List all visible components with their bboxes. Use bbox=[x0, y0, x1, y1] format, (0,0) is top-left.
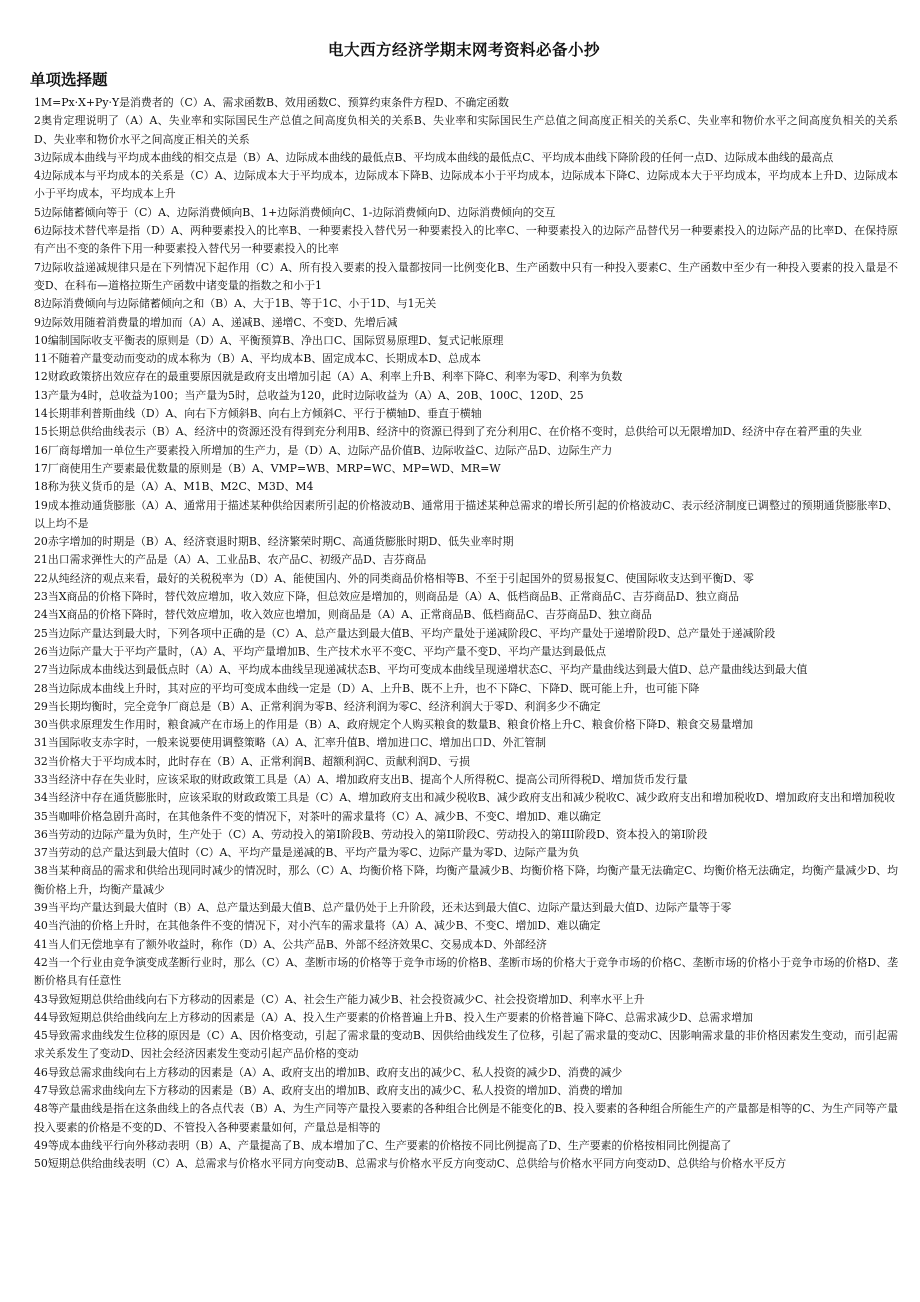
question-item: 43导致短期总供给曲线向右下方移动的因素是（C）A、社会生产能力减少B、社会投资减少C、社会投资增加D、利率水平上升 bbox=[34, 992, 645, 1006]
question-item: 33当经济中存在失业时，应该采取的财政政策工具是（A）A、增加政府支出B、提高个人所得税C、提高公司所得税D、增加货币发行量 bbox=[34, 772, 688, 786]
question-item: 44导致短期总供给曲线向左上方移动的因素是（A）A、投入生产要素的价格普遍上升B、投入生产要素的价格普遍下降C、总需求减少D、总需求增加 bbox=[34, 1010, 753, 1024]
question-item: 45导致需求曲线发生位移的原因是（C）A、因价格变动，引起了需求量的变动B、因供给曲线发生了位移，引起了需求量的变动C、因影响需求量的非价格因素发生变动，而引起需求关系发生了变动D、因社会经济因素发生变动引起产品价格的变动 bbox=[34, 1029, 898, 1061]
question-item: 1M=Px·X+Py·Y是消费者的（C）A、需求函数B、效用函数C、预算约束条件方程D、不确定函数 bbox=[34, 96, 509, 109]
question-item: 11不随着产量变动而变动的成本称为（B）A、平均成本B、固定成本C、长期成本D、总成本 bbox=[34, 352, 481, 366]
question-item: 6边际技术替代率是指（D）A、两种要素投入的比率B、一种要素投入替代另一种要素投入的比率C、一种要素投入的边际产品替代另一种要素投入的边际产品的比率D、在保持原有产出不变的条件下用一种要素投入替代另一种要素投入的比率 bbox=[34, 224, 898, 256]
question-item: 29当长期均衡时，完全竞争厂商总是（B）A、正常利润为零B、经济利润为零C、经济利润大于零D、利润多少不确定 bbox=[34, 699, 601, 713]
question-item: 10编制国际收支平衡表的原则是（D）A、平衡预算B、净出口C、国际贸易原理D、复式记帐原理 bbox=[34, 333, 504, 347]
question-item: 14长期菲利普斯曲线（D）A、向右下方倾斜B、向右上方倾斜C、平行于横轴D、垂直于横轴 bbox=[34, 407, 482, 421]
question-item: 26当边际产量大于平均产量时，（A）A、平均产量增加B、生产技术水平不变C、平均产量不变D、平均产量达到最低点 bbox=[34, 644, 606, 658]
question-item: 13产量为4时，总收益为100；当产量为5时，总收益为120，此时边际收益为（A）A、20B、100C、120D、25 bbox=[34, 388, 584, 402]
question-item: 46导致总需求曲线向右上方移动的因素是（A）A、政府支出的增加B、政府支出的减少C、私人投资的减少D、消费的减少 bbox=[34, 1065, 623, 1079]
question-item: 30当供求原理发生作用时，粮食减产在市场上的作用是（B）A、政府规定个人购买粮食的数量B、粮食价格上升C、粮食价格下降D、粮食交易量增加 bbox=[34, 718, 754, 732]
question-item: 8边际消费倾向与边际储蓄倾向之和（B）A、大于1B、等于1C、小于1D、与1无关 bbox=[34, 297, 437, 311]
document-title: 电大西方经济学期末网考资料必备小抄 bbox=[327, 41, 600, 59]
question-item: 38当某种商品的需求和供给出现同时减少的情况时，那么（C）A、均衡价格下降，均衡产量减少B、均衡价格下降，均衡产量无法确定C、均衡价格无法确定，均衡产量减少D、均衡价格上升，均衡产量减少 bbox=[34, 864, 898, 896]
question-item: 28当边际成本曲线上升时，其对应的平均可变成本曲线一定是（D）A、上升B、既不上升，也不下降C、下降D、既可能上升，也可能下降 bbox=[34, 681, 700, 695]
question-item: 20赤字增加的时期是（B）A、经济衰退时期B、经济繁荣时期C、高通货膨胀时期D、低失业率时期 bbox=[34, 535, 514, 549]
question-item: 36当劳动的边际产量为负时，生产处于（C）A、劳动投入的第I阶段B、劳动投入的第II阶段C、劳动投入的第III阶段D、资本投入的第I阶段 bbox=[34, 827, 708, 841]
question-item: 17厂商使用生产要素最优数量的原则是（B）A、VMP=WB、MRP=WC、MP=WD、MR=W bbox=[34, 461, 501, 475]
question-item: 32当价格大于平均成本时，此时存在（B）A、正常利润B、超额利润C、贡献利润D、亏损 bbox=[34, 754, 470, 768]
question-item: 4边际成本与平均成本的关系是（C）A、边际成本大于平均成本，边际成本下降B、边际成本小于平均成本，边际成本下降C、边际成本大于平均成本，平均成本上升D、边际成本小于平均成本，平均成本上升 bbox=[34, 169, 898, 201]
question-item: 35当咖啡价格急剧升高时，在其他条件不变的情况下，对茶叶的需求量将（C）A、减少B、不变C、增加D、难以确定 bbox=[34, 809, 601, 823]
question-item: 48等产量曲线是指在这条曲线上的各点代表（B）A、为生产同等产量投入要素的各种组合比例是不能变化的B、投入要素的各种组合所能生产的产量都是相等的C、为生产同等产量投入要素的价格是不变的D、不管投入各种要素量如何，产量总是相等的 bbox=[34, 1102, 898, 1134]
question-item: 12财政政策挤出效应存在的最重要原因就是政府支出增加引起（A）A、利率上升B、利率下降C、利率为零D、利率为负数 bbox=[34, 370, 623, 384]
question-item: 49等成本曲线平行向外移动表明（B）A、产量提高了B、成本增加了C、生产要素的价格按不同比例提高了D、生产要素的价格按相同比例提高了 bbox=[34, 1138, 732, 1152]
question-item: 27当边际成本曲线达到最低点时（A）A、平均成本曲线呈现递减状态B、平均可变成本曲线呈现递增状态C、平均产量曲线达到最大值D、总产量曲线达到最大值 bbox=[34, 663, 808, 677]
question-item: 41当人们无偿地享有了额外收益时，称作（D）A、公共产品B、外部不经济效果C、交易成本D、外部经济 bbox=[34, 937, 547, 951]
question-item: 47导致总需求曲线向左下方移动的因素是（B）A、政府支出的增加B、政府支出的减少C、私人投资的增加D、消费的增加 bbox=[34, 1084, 623, 1098]
question-item: 31当国际收支赤字时，一般来说要使用调整策略（A）A、汇率升值B、增加进口C、增加出口D、外汇管制 bbox=[34, 736, 547, 750]
question-item: 42当一个行业由竞争演变成垄断行业时，那么（C）A、垄断市场的价格等于竞争市场的价格B、垄断市场的价格大于竞争市场的价格C、垄断市场的价格小于竞争市场的价格D、垄断价格具有任意性 bbox=[34, 955, 898, 988]
question-item: 39当平均产量达到最大值时（B）A、总产量达到最大值B、总产量仍处于上升阶段，还未达到最大值C、边际产量达到最大值D、边际产量等于零 bbox=[34, 901, 732, 915]
question-item: 21出口需求弹性大的产品是（A）A、工业品B、农产品C、初级产品D、吉芬商品 bbox=[34, 553, 427, 567]
question-item: 18称为狭义货币的是（A）A、M1B、M2C、M3D、M4 bbox=[34, 480, 314, 494]
question-item: 9边际效用随着消费量的增加而（A）A、递减B、递增C、不变D、先增后减 bbox=[34, 315, 398, 329]
question-item: 25当边际产量达到最大时，下列各项中正确的是（C）A、总产量达到最大值B、平均产量处于递减阶段C、平均产量处于递增阶段D、总产量处于递减阶段 bbox=[34, 626, 776, 640]
question-item: 15长期总供给曲线表示（B）A、经济中的资源还没有得到充分利用B、经济中的资源已得到了充分利用C、在价格不变时，总供给可以无限增加D、经济中存在着严重的失业 bbox=[34, 425, 863, 439]
question-item: 23当X商品的价格下降时，替代效应增加，收入效应下降，但总效应是增加的，则商品是（A）A、低档商品B、正常商品C、吉芬商品D、独立商品 bbox=[34, 590, 739, 604]
section-heading: 单项选择题 bbox=[30, 71, 108, 89]
question-item: 3边际成本曲线与平均成本曲线的相交点是（B）A、边际成本曲线的最低点B、平均成本曲线的最低点C、平均成本曲线下降阶段的任何一点D、边际成本曲线的最高点 bbox=[34, 150, 834, 164]
question-item: 7边际收益递减规律只是在下列情况下起作用（C）A、所有投入要素的投入量都按同一比例变化B、生产函数中只有一种投入要素C、生产函数中至少有一种投入要素的投入量是不变D、在科布—道格拉斯生产函数中诸变量的指数之和小于1 bbox=[34, 260, 898, 292]
question-item: 24当X商品的价格下降时，替代效应增加，收入效应也增加，则商品是（A）A、正常商品B、低档商品C、吉芬商品D、独立商品 bbox=[34, 608, 652, 622]
question-item: 40当汽油的价格上升时，在其他条件不变的情况下，对小汽车的需求量将（A）A、减少B、不变C、增加D、难以确定 bbox=[34, 919, 601, 933]
question-list bbox=[30, 94, 898, 1174]
question-item: 2奥肯定理说明了（A）A、失业率和实际国民生产总值之间高度负相关的关系B、失业率和实际国民生产总值之间高度正相关的关系C、失业率和物价水平之间高度负相关的关系D、失业率和物价水平之间高度正相关的关系 bbox=[34, 114, 898, 146]
question-item: 19成本推动通货膨胀（A）A、通常用于描述某种供给因素所引起的价格波动B、通常用于描述某种总需求的增长所引起的价格波动C、表示经济制度已调整过的预期通货膨胀率D、以上均不是 bbox=[34, 498, 898, 530]
question-item: 5边际储蓄倾向等于（C）A、边际消费倾向B、1+边际消费倾向C、1-边际消费倾向D、边际消费倾向的交互 bbox=[34, 205, 556, 219]
question-item: 22从纯经济的观点来看，最好的关税税率为（D）A、能使国内、外的同类商品价格相等B、不至于引起国外的贸易报复C、使国际收支达到平衡D、零 bbox=[34, 571, 754, 585]
question-item: 50短期总供给曲线表明（C）A、总需求与价格水平同方向变动B、总需求与价格水平反方向变动C、总供给与价格水平同方向变动D、总供给与价格水平反方 bbox=[34, 1157, 787, 1171]
question-item: 16厂商每增加一单位生产要素投入所增加的生产力，是（D）A、边际产品价值B、边际收益C、边际产品D、边际生产力 bbox=[34, 443, 613, 457]
question-item: 37当劳动的总产量达到最大值时（C）A、平均产量是递减的B、平均产量为零C、边际产量为零D、边际产量为负 bbox=[34, 846, 580, 860]
question-item: 34当经济中存在通货膨胀时，应该采取的财政政策工具是（C）A、增加政府支出和减少税收B、减少政府支出和减少税收C、减少政府支出和增加税收D、增加政府支出和增加税收 bbox=[34, 791, 896, 805]
